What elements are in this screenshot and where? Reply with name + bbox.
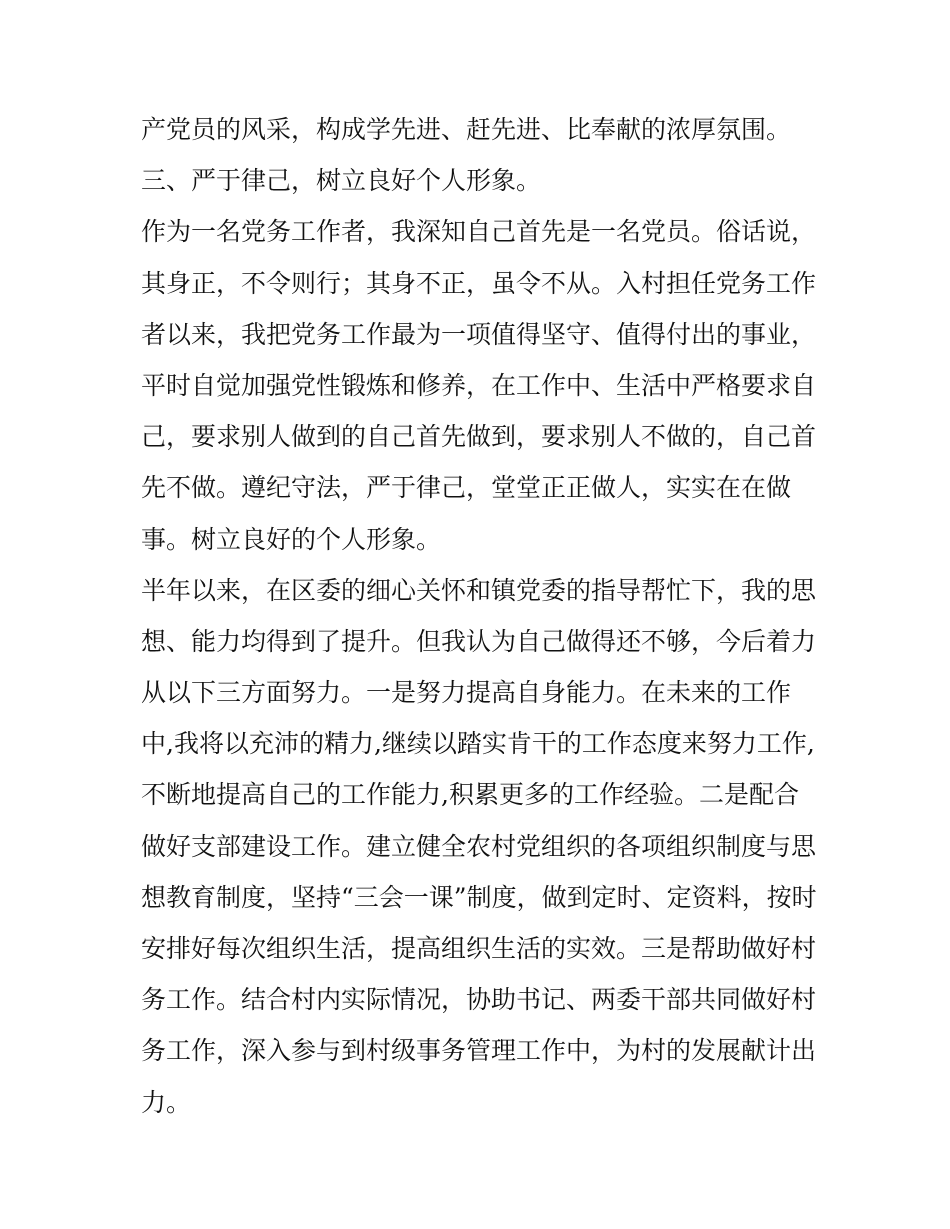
text-line: 中,我将以充沛的精力,继续以踏实肯干的工作态度来努力工作, (141, 729, 815, 759)
text-line: 者以来，我把党务工作最为一项值得坚守、值得付出的事业， (141, 319, 817, 349)
text-line: 从以下三方面努力。一是努力提高自身能力。在未来的工作 (141, 678, 792, 708)
text-line: 力。 (141, 1087, 192, 1117)
text-line: 产党员的风采，构成学先进、赶先进、比奉献的浓厚氛围。 (141, 115, 792, 144)
text-line: 作为一名党务工作者，我深知自己首先是一名党员。俗话说， (141, 217, 817, 247)
text-line: 务工作。结合村内实际情况，协助书记、两委干部共同做好村 (141, 985, 817, 1015)
text-line: 事。树立良好的个人形象。 (141, 524, 442, 554)
text-line: 不断地提高自己的工作能力,积累更多的工作经验。二是配合 (141, 780, 799, 810)
section-heading: 三、严于律己，树立良好个人形象。 (141, 166, 542, 196)
text-line: 安排好每次组织生活，提高组织生活的实效。三是帮助做好村 (141, 934, 817, 963)
body-text (141, 104, 821, 1128)
text-line: 先不做。遵纪守法，严于律己，堂堂正正做人，实实在在做 (141, 473, 792, 503)
text-line: 务工作，深入参与到村级事务管理工作中，为村的发展献计出 (141, 1036, 817, 1066)
text-line: 想、能力均得到了提升。但我认为自己做得还不够，今后着力 (141, 626, 817, 656)
text-line: 半年以来，在区委的细心关怀和镇党委的指导帮忙下，我的思 (141, 575, 817, 605)
text-line: 平时自觉加强党性锻炼和修养，在工作中、生活中严格要求自 (141, 370, 817, 400)
text-line: 做好支部建设工作。建立健全农村党组织的各项组织制度与思 (141, 831, 817, 861)
text-line: 想教育制度，坚持“三会一课”制度，做到定时、定资料，按时 (141, 882, 817, 912)
text-line: 其身正，不令则行；其身不正，虽令不从。入村担任党务工作 (141, 268, 817, 298)
text-line: 己，要求别人做到的自己首先做到，要求别人不做的，自己首 (141, 422, 817, 452)
